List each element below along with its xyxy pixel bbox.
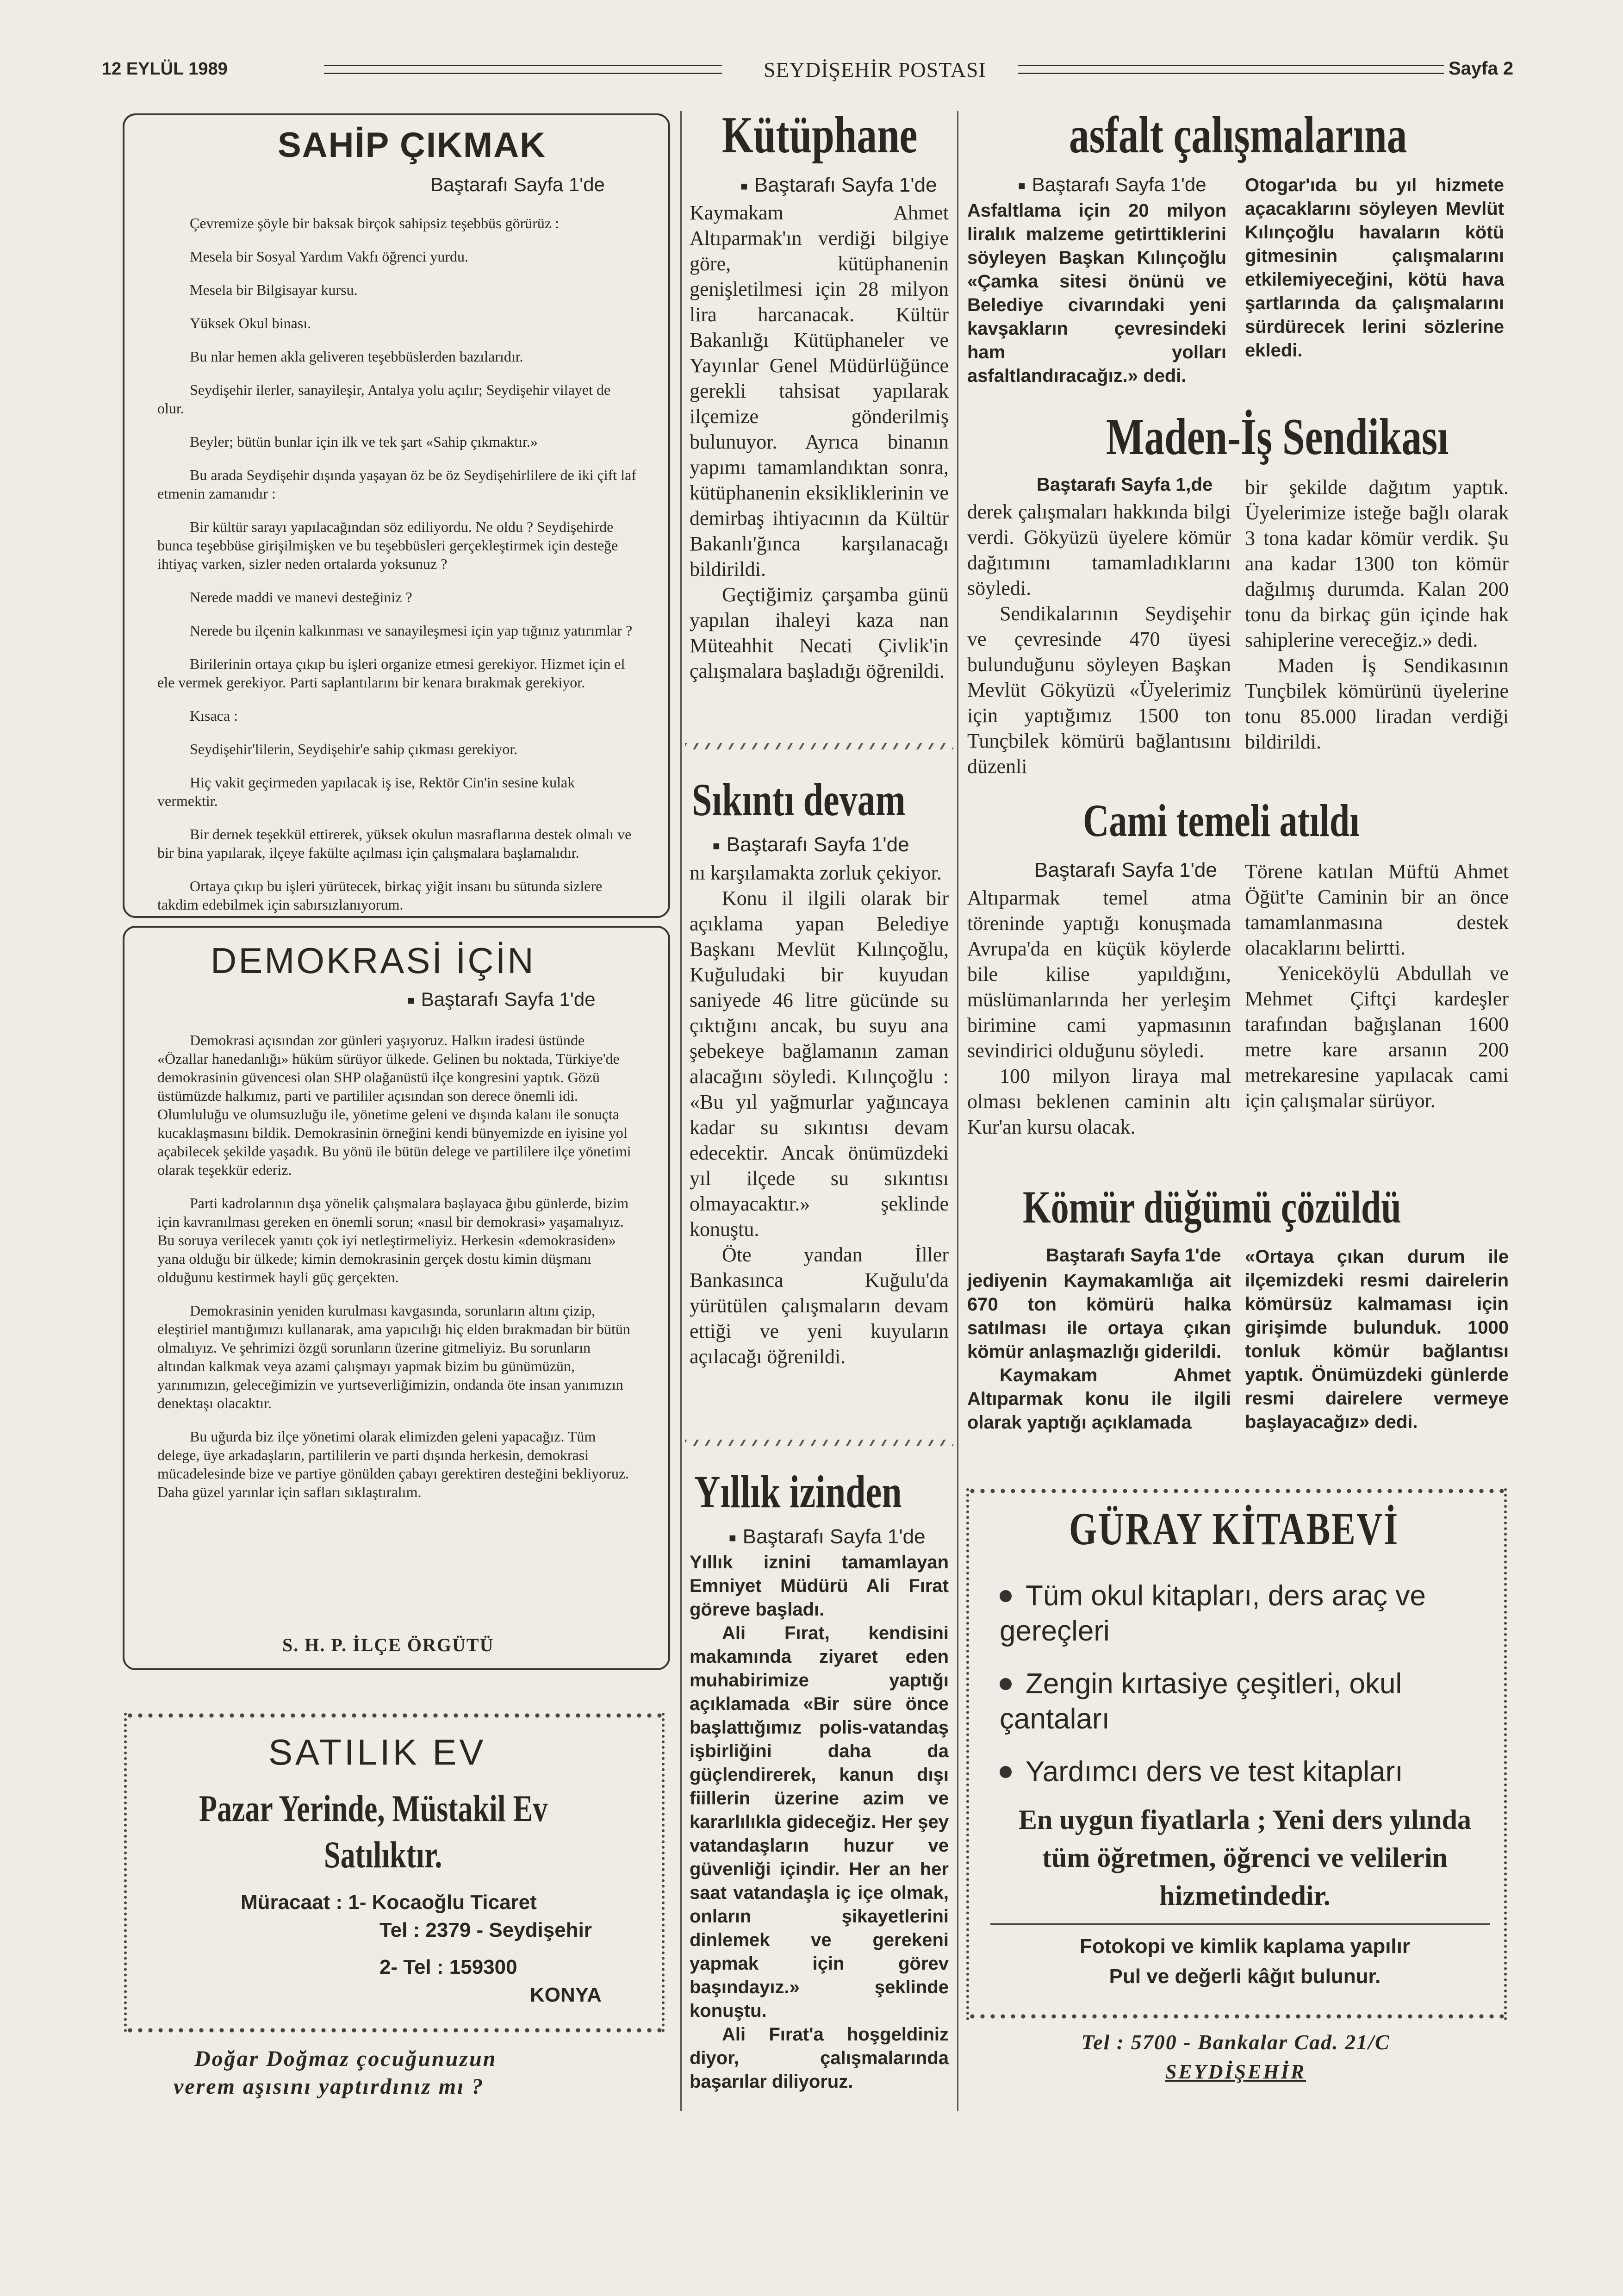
guray-note-2: Pul ve değerli kâğıt bulunur. <box>1109 1965 1381 1988</box>
paragraph: Konu il ilgili olarak bir açıklama yapan Belediye Başkanı Mevlüt Kılınçoğlu, Kuğuludaki bir kuyudan saniyede 46 litre gücünde su çıktığını ancak, bu suyu ana şebekeye bağlamanın zaman alacağını söyledi. Kılınçoğlu : «Bu yıl yağmurlar yağıncaya kadar su sıkıntısı devam edecektir. Ancak önümüzdeki yıl ilçede su sıkıntısı olmayacaktır.» şeklinde konuştu. <box>690 887 949 1241</box>
kutuphane-lead: ■ Baştarafı Sayfa 1'de <box>740 174 937 197</box>
komur-body-col2 <box>1245 1245 1509 1434</box>
paragraph: Yüksek Okul binası. <box>190 315 311 331</box>
guray-item-1: Tüm okul kitapları, ders araç ve gereçleri <box>1000 1580 1426 1647</box>
paragraph: jediyenin Kaymakamlığa ait 670 ton kömürü halka satılması ile ortaya çıkan kömür anlaşmazlığı giderildi. <box>967 1271 1231 1362</box>
yillik-title: Yıllık izinden <box>694 1466 902 1517</box>
paragraph: Sendikalarının Seydişehir ve çevresinde 470 üyesi bulunduğunu söyleyen Başkan Mevlüt Gökyüzü «Üyelerimiz için yaptığımız 1500 ton Tunçbilek kömürü bağlantısını düzenli <box>967 602 1231 778</box>
guray-item-2: Zengin kırtasiye çeşitleri, okul çantaları <box>1000 1668 1402 1735</box>
asfalt-title: asfalt çalışmalarına <box>1069 106 1407 164</box>
paragraph: nı karşılamakta zorluk çekiyor. <box>690 861 942 884</box>
cami-body-col1 <box>967 885 1231 1140</box>
satilik-headline-2: Satılıktır. <box>324 1834 442 1876</box>
maden-title: Maden-İş Sendikası <box>1106 408 1449 466</box>
column-divider-2 <box>957 111 958 2111</box>
komur-title: Kömür düğümü çözüldü <box>1023 1181 1401 1233</box>
satilik-right-border <box>657 1713 665 2032</box>
guray-note-1: Fotokopi ve kimlik kaplama yapılır <box>1079 1935 1411 1958</box>
satilik-left-border <box>124 1713 131 2032</box>
asfalt-body-col2 <box>1245 174 1504 362</box>
vaccine-slogan-2: verem aşısını yaptırdınız mı ? <box>174 2074 485 2099</box>
paragraph: Altıparmak temel atma töreninde yaptığı konuşmada Avrupa'da en küçük köylerde bile kilise yapıldığını, müslümanlarında her yerleşim birimine cami yapmasının sevindirici olduğunu söyledi. <box>967 886 1231 1062</box>
kutuphane-body <box>690 200 949 684</box>
sikinti-title: Sıkıntı devam <box>692 774 906 825</box>
bullet-icon <box>1000 1678 1012 1690</box>
komur-body-col1 <box>967 1269 1231 1435</box>
paragraph: derek çalışmaları hakkında bilgi verdi. Gökyüzü üyelere kömür dağıtımını tamamladıklarını söyledi. <box>967 500 1231 599</box>
demokrasi-body <box>157 1016 639 1516</box>
yillik-body <box>690 1551 949 2094</box>
komur-lead: Baştarafı Sayfa 1'de <box>1046 1245 1221 1266</box>
guray-title: GÜRAY KİTABEVİ <box>1069 1503 1399 1554</box>
satilik-contact-1: Müracaat : 1- Kocaoğlu Ticaret <box>241 1891 537 1914</box>
paragraph: Seydişehir'lilerin, Seydişehir'e sahip çıkması gerekiyor. <box>190 741 518 757</box>
paragraph: Ali Fırat, kendisini makamında ziyaret eden muhabirimize yaptığı açıklamada «Bir süre önce başlattığımız polis-vatandaş işbirliğini daha da güçlendirerek, kanun dışı fiillerin üzerine azim ve kararlılıkla gideceğiz. Her şey vatandaşların huzur ve güvenliği içindir. Her an her saat vatandaşla iç içe olmak, onların şikayetlerini dinlemek ve gerekeni yapmak için görev başındayız.» şeklinde konuştu. <box>690 1623 949 2021</box>
paragraph: «Ortaya çıkan durum ile ilçemizdeki resmi dairelerin kömürsüz kalmaması için girişimde bulunduk. 1000 tonluk kömür bağlantısı yaptık. Önümüzdeki günlerde resmi dairelere vermeye başlayacağız» dedi. <box>1245 1247 1509 1432</box>
paragraph: bir şekilde dağıtım yaptık. Üyelerimize isteğe bağlı olarak 3 tona kadar kömür verdik. Şu ana kadar 1300 ton kömür dağılmış durumda. Kalan 200 tonu da birkaç gün içinde hak sahiplerine vereceğiz.» dedi. <box>1245 476 1509 651</box>
paragraph: Geçtiğimiz çarşamba günü yapılan ihaleyi kaza nan Müteahhit Necati Çivlik'in çalışmalara başladığı öğrenildi. <box>690 583 949 682</box>
demokrasi-title: DEMOKRASİ İÇİN <box>211 940 535 981</box>
paragraph: Hiç vakit geçirmeden yapılacak iş ise, Rektör Cin'in sesine kulak vermektir. <box>157 774 575 809</box>
satilik-title: SATILIK EV <box>268 1732 486 1772</box>
paragraph: Nerede maddi ve manevi desteğiniz ? <box>190 589 412 605</box>
page-number: Sayfa 2 <box>1449 58 1514 79</box>
paragraph: Asfaltlama için 20 milyon liralık malzeme getirttiklerini söyleyen Başkan Kılınçoğlu «Çamka sitesi önünü ve Belediye civarındaki yeni kavşakların çevresindeki ham yolları asfaltlandıracağız.» dedi. <box>967 200 1226 386</box>
paragraph: Mesela bir Sosyal Yardım Vakfı öğrenci yurdu. <box>190 248 468 265</box>
satilik-bottom-border <box>125 2028 662 2033</box>
paragraph: Bu uğurda biz ilçe yönetimi olarak elimizden geleni yapacağız. Tüm delege, üye arkadaşların, partililerin ve parti dışında herkesin, demokrasi mücadelesinde bize ve partiye gönülden çabayı gerektiren desteğini bekliyoruz. Daha güzel yarınlar için safları sıklaştıralım. <box>157 1428 629 1500</box>
sahip-cikmak-body <box>157 199 639 929</box>
guray-left-border <box>966 1488 974 2021</box>
column-divider-1 <box>680 111 682 2111</box>
guray-phone: Tel : 5700 - Bankalar Cad. 21/C <box>1081 2030 1390 2054</box>
separator-wavy-1 <box>685 743 953 749</box>
sahip-cikmak-title: SAHİP ÇIKMAK <box>278 125 546 165</box>
paragraph: Ortaya çıkıp bu işleri yürütecek, birkaç yiğit insanı bu sütunda sizlere takdim edebilmek için sabırsızlanıyorum. <box>157 878 603 913</box>
vaccine-slogan-1: Doğar Doğmaz çocuğunuzun <box>194 2046 497 2071</box>
satilik-contact-3: 2- Tel : 159300 <box>379 1956 517 1978</box>
paragraph: Kısaca : <box>190 707 238 724</box>
issue-date: 12 EYLÜL 1989 <box>102 59 228 79</box>
cami-lead: Baştarafı Sayfa 1'de <box>1034 859 1217 881</box>
bullet-icon <box>1000 1766 1012 1778</box>
paragraph: Mesela bir Bilgisayar kursu. <box>190 281 358 298</box>
separator-wavy-2 <box>685 1440 953 1446</box>
paragraph: Beyler; bütün bunlar için ilk ve tek şart «Sahip çıkmaktır.» <box>190 433 538 450</box>
paragraph: Yeniceköylü Abdullah ve Mehmet Çiftçi kardeşler tarafından bağışlanan 1600 metre kare arsanın 200 metrekaresine yapılacak cami için çalışmalar sürüyor. <box>1245 962 1509 1112</box>
maden-body-col2 <box>1245 474 1509 755</box>
cami-body-col2 <box>1245 859 1509 1113</box>
paragraph: Bir dernek teşekkül ettirerek, yüksek okulun masraflarına destek olmalı ve bir bina yapılarak, ilçeye fakülte açılması için çalışmalara başlamalıdır. <box>157 826 632 861</box>
cami-title: Cami temeli atıldı <box>1083 795 1360 846</box>
sahip-cikmak-lead: Baştarafı Sayfa 1'de <box>430 174 605 195</box>
guray-item-3: Yardımcı ders ve test kitapları <box>1000 1754 1490 1790</box>
asfalt-lead: ■ Baştarafı Sayfa 1'de <box>1018 174 1206 196</box>
paragraph: 100 milyon liraya mal olması beklenen caminin altı Kur'an kursu olacak. <box>967 1065 1231 1138</box>
guray-city: SEYDİŞEHİR <box>1165 2060 1306 2083</box>
satilik-contact-2: Tel : 2379 - Seydişehir <box>379 1919 592 1941</box>
paragraph: Birilerinin ortaya çıkıp bu işleri organize etmesi gerekiyor. Hizmet için el ele vermek gerekiyor. Parti saplantılarını bir kenara bırakmak gerekiyor. <box>157 655 625 691</box>
paragraph: Çevremize şöyle bir baksak birçok sahipsiz teşebbüs görürüz : <box>190 215 559 231</box>
guray-bottom-border <box>967 2014 1504 2019</box>
paragraph: Otogar'ıda bu yıl hizmete açacaklarını söyleyen Mevlüt Kılınçoğlu havaların kötü gitmesinin çalışmalarını etkilemiyeceğini, kötü hava şartlarında da çalışmalarını sürdürecek lerini sözlerine ekledi. <box>1245 175 1504 361</box>
guray-top-border <box>967 1488 1504 1494</box>
demokrasi-signature: S. H. P. İLÇE ÖRGÜTÜ <box>282 1635 494 1655</box>
satilik-headline-1: Pazar Yerinde, Müstakil Ev <box>199 1787 548 1829</box>
paragraph: Yıllık iznini tamamlayan Emniyet Müdürü Ali Fırat göreve başladı. <box>690 1552 949 1620</box>
paragraph: Seydişehir ilerler, sanayileşir, Antalya yolu açılır; Seydişehir vilayet de olur. <box>157 381 611 417</box>
maden-lead: Baştarafı Sayfa 1,de <box>1037 474 1213 495</box>
paragraph: Öte yandan İller Bankasınca Kuğulu'da yürütülen çalışmaların devam ettiği ve yeni kuyuların açılacağı öğrenildi. <box>690 1243 949 1368</box>
satilik-contact-4: KONYA <box>530 1984 602 2006</box>
maden-body-col1 <box>967 499 1231 779</box>
newspaper-name: SEYDİŞEHİR POSTASI <box>764 58 986 81</box>
guray-divider <box>990 1923 1490 1925</box>
paragraph: Demokrasi açısından zor günleri yaşıyoruz. Halkın iradesi üstünde «Özallar hanedanlığı» hüküm sürüyor ülkede. Gelinen bu noktada, Türkiye'de demokrasinin güvencesi olan SHP olağanüstü ilçe kongresini yaptık. Gözü üstümüzde halkımız, parti ve partililer açısından son derece önemli idi. Olumluluğu ve olumsuzluğu ile, yönetime geleni ve dışında kalanı ile sonuçta kucaklaşmasını bildik. Demokrasinin örneğini kendi bünyemizde en iyisine yol açabilecek şekilde yaşadık. Bu yönü ile bütün delege ve partililere ilçe yönetimi olarak teşekkür ederiz. <box>157 1032 631 1178</box>
paragraph: Maden İş Sendikasının Tunçbilek kömürünü üyelerine tonu 85.000 liradan verdiği bildirildi. <box>1245 654 1509 753</box>
paragraph: Bir kültür sarayı yapılacağından söz ediliyordu. Ne oldu ? Seydişehirde bunca teşebbüse girişilmişken ve bu teşebbüsleri gerçekleştirmek için desteğe ihtiyaç varken, sizler neden ortalarda yoksunuz ? <box>157 518 618 572</box>
asfalt-body-col1 <box>967 199 1226 388</box>
masthead-rule-right <box>1018 65 1444 74</box>
paragraph: Demokrasinin yeniden kurulması kavgasında, sorunların altını çizip, eleştiriel mantığımızı kullanarak, ama yapıcılığı hiç elden bırakmadan bir bütün olmalıyız. Ve şehrimizi özgü sorunların üzerine gitmeliyiz. Bu sorunların altından kalkmak veya azami çalışmayı yapmak bizim bu günümüzün, yarınımızın, geleceğimizin ve yurtseverliğimizin, ondanda öte insan yanımızın denektaşı olacaktır. <box>157 1302 630 1411</box>
paragraph: Kaymakam Ahmet Altıparmak konu ile ilgili olarak yaptığı açıklamada <box>967 1365 1231 1433</box>
satilik-top-border <box>125 1713 662 1718</box>
demokrasi-lead: ■ Baştarafı Sayfa 1'de <box>407 988 596 1011</box>
paragraph: Kaymakam Ahmet Altıparmak'ın verdiği bilgiye göre, kütüphanenin genişletilmesi için 28 milyon lira harcanacak. Kültür Bakanlığı Kütüphaneler ve Yayınlar Genel Müdürlüğünce gerekli tahsisat yapılarak ilçemize gönderilmiş bulunuyor. Ayrıca binanın yapımı tamamlandıktan sonra, kütüphanenin eksikliklerinin ve demirbaş ihtiyacının da Kültür Bakanlı'ğınca karşılanacağı bildirildi. <box>690 201 949 580</box>
paragraph: Nerede bu ilçenin kalkınması ve sanayileşmesi için yap tığınız yatırımlar ? <box>190 622 633 639</box>
paragraph: Bu arada Seydişehir dışında yaşayan öz be öz Seydişehirlilere de iki çift laf etmenin zamanıdır : <box>157 467 637 502</box>
masthead-rule-left <box>324 65 722 74</box>
paragraph: Törene katılan Müftü Ahmet Öğüt'te Caminin bir an önce tamamlanmasına destek olacaklarını belirtti. <box>1245 860 1509 959</box>
sikinti-lead: ■ Baştarafı Sayfa 1'de <box>713 833 909 856</box>
guray-right-border <box>1499 1488 1507 2021</box>
bullet-icon <box>1000 1590 1012 1602</box>
paragraph: Bu nlar hemen akla geliveren teşebbüslerden bazılarıdır. <box>190 348 523 365</box>
yillik-lead: ■ Baştarafı Sayfa 1'de <box>729 1525 926 1548</box>
sikinti-body <box>690 860 949 1369</box>
paragraph: Parti kadrolarının dışa yönelik çalışmalara başlayaca ğıbu günlerde, bizim için kavranılması gereken en önemli sorun; «nasıl bir demokrasi» yaşamalıyız. Bu soruya verilecek yanıtı çok iyi netleştirmeliyiz. Herkesin «demokrasiden» yana olduğu bir ülkede; kimin demokrasinin gerçek dostu kimin düşmanı olduğunu kestirmek hayli güç gerçekten. <box>157 1195 629 1285</box>
paragraph: Ali Fırat'a hoşgeldiniz diyor, çalışmalarında başarılar diliyoruz. <box>690 2024 949 2092</box>
guray-slogan: En uygun fiyatlarla ; Yeni ders yılında tüm öğretmen, öğrenci ve velilerin hizmetindedir. <box>1019 1804 1471 1911</box>
kutuphane-title: Kütüphane <box>722 106 918 164</box>
